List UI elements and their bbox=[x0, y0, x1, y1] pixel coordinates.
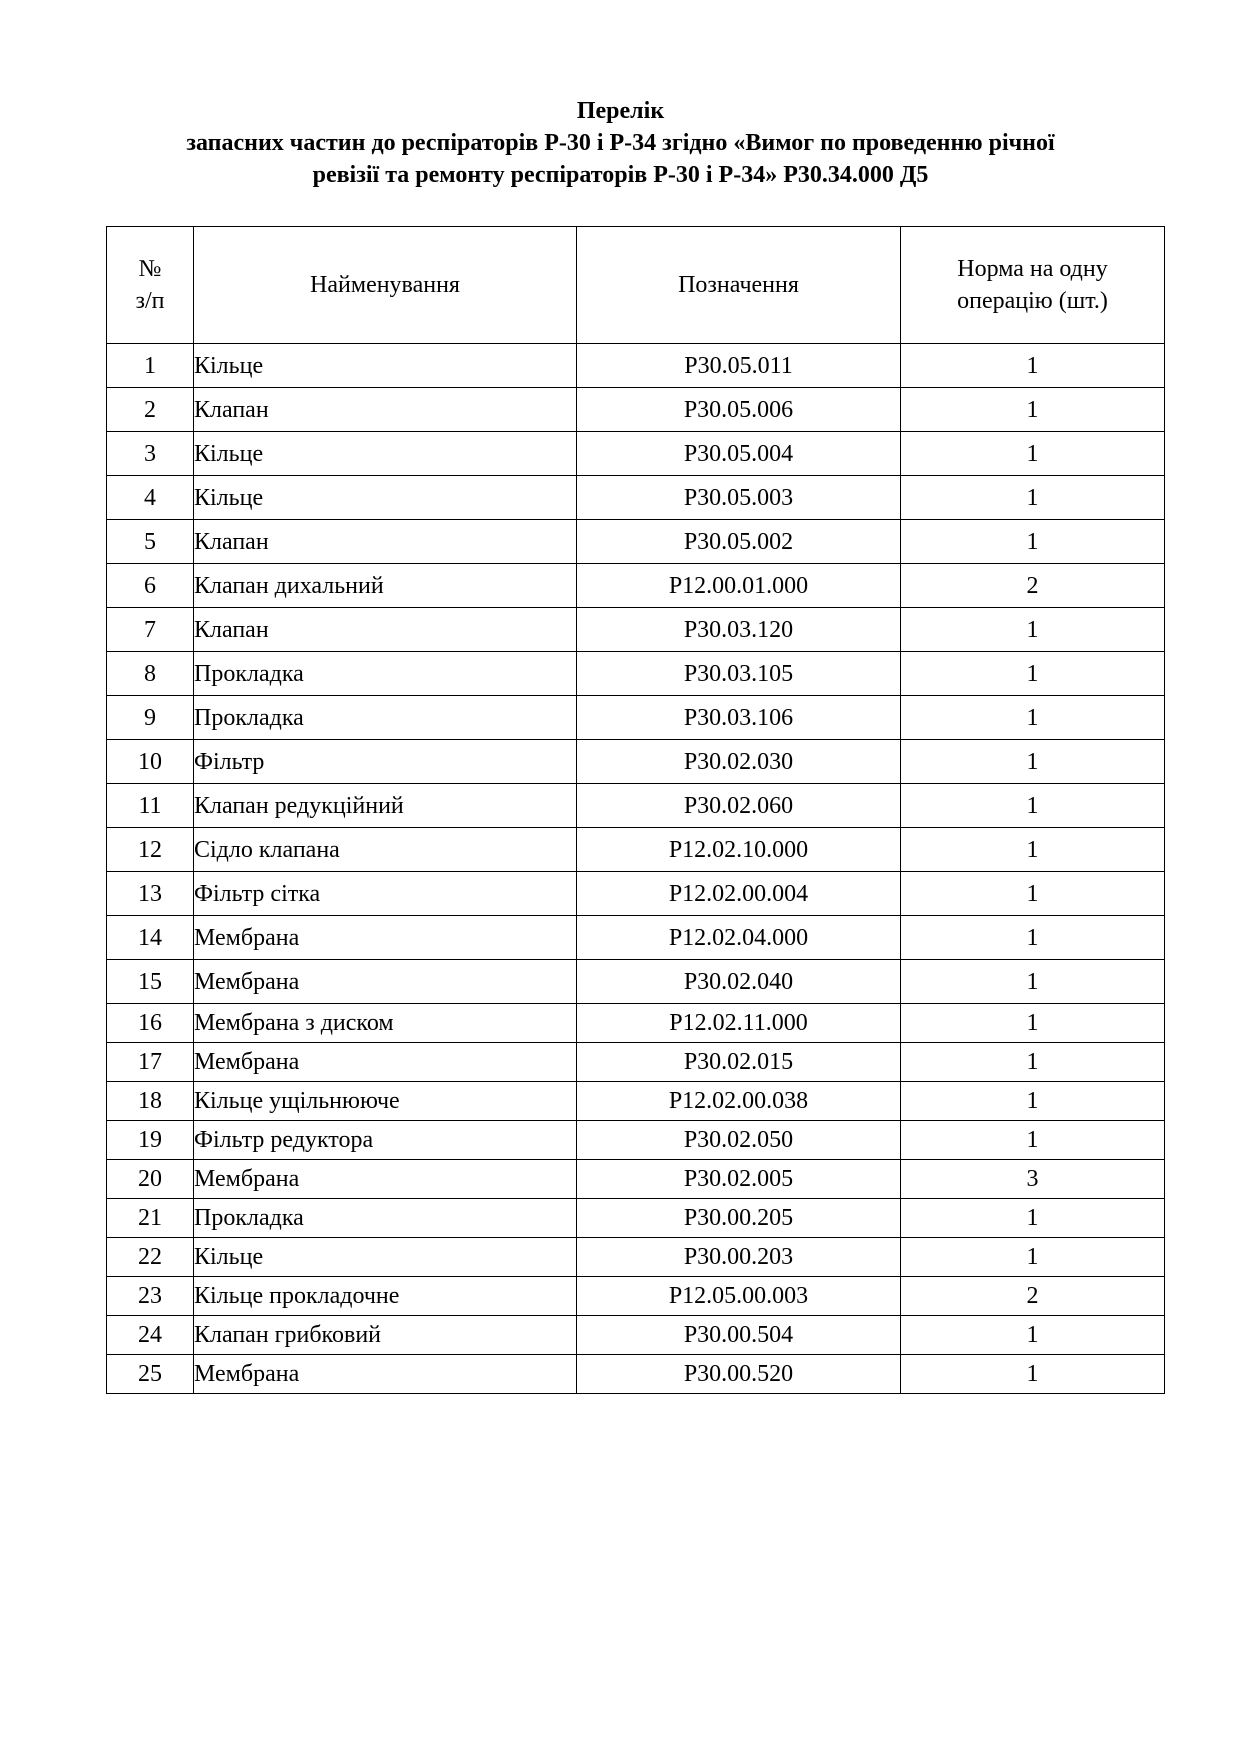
header-number-line-2: з/п bbox=[135, 288, 165, 314]
norm-quantity-cell: 1 bbox=[901, 608, 1165, 652]
part-name-cell: Кільце bbox=[194, 476, 577, 520]
norm-quantity-cell: 1 bbox=[901, 696, 1165, 740]
norm-quantity-cell: 2 bbox=[901, 564, 1165, 608]
part-code-cell: Р30.00.205 bbox=[577, 1199, 901, 1238]
norm-quantity-cell: 1 bbox=[901, 960, 1165, 1004]
part-name-cell: Клапан bbox=[194, 520, 577, 564]
header-number bbox=[107, 227, 194, 344]
part-name-cell: Сідло клапана bbox=[194, 828, 577, 872]
part-code-cell: Р30.00.203 bbox=[577, 1238, 901, 1277]
part-code-cell: Р12.02.11.000 bbox=[577, 1004, 901, 1043]
norm-quantity-cell: 1 bbox=[901, 1043, 1165, 1082]
norm-quantity-cell: 1 bbox=[901, 432, 1165, 476]
norm-quantity-cell: 1 bbox=[901, 476, 1165, 520]
row-number-cell: 11 bbox=[107, 784, 194, 828]
table-row bbox=[107, 344, 1165, 388]
part-name-cell: Мембрана bbox=[194, 1160, 577, 1199]
header-row bbox=[107, 227, 1165, 344]
part-code-cell: Р12.02.10.000 bbox=[577, 828, 901, 872]
part-name-cell: Кільце bbox=[194, 1238, 577, 1277]
part-code-cell: Р12.00.01.000 bbox=[577, 564, 901, 608]
row-number-cell: 16 bbox=[107, 1004, 194, 1043]
part-code-cell: Р12.02.04.000 bbox=[577, 916, 901, 960]
table-row bbox=[107, 1082, 1165, 1121]
part-code-cell: Р12.02.00.004 bbox=[577, 872, 901, 916]
document-title bbox=[0, 95, 1241, 191]
part-code-cell: Р30.00.504 bbox=[577, 1316, 901, 1355]
table-header bbox=[107, 227, 1165, 344]
table-row bbox=[107, 388, 1165, 432]
table-row bbox=[107, 1160, 1165, 1199]
table-row bbox=[107, 564, 1165, 608]
part-code-cell: Р30.00.520 bbox=[577, 1355, 901, 1394]
part-code-cell: Р30.03.106 bbox=[577, 696, 901, 740]
part-name-cell: Прокладка bbox=[194, 1199, 577, 1238]
table-row bbox=[107, 652, 1165, 696]
table-row bbox=[107, 432, 1165, 476]
part-code-cell: Р30.05.002 bbox=[577, 520, 901, 564]
norm-quantity-cell: 1 bbox=[901, 1316, 1165, 1355]
part-name-cell: Мембрана bbox=[194, 960, 577, 1004]
norm-quantity-cell: 1 bbox=[901, 1082, 1165, 1121]
part-name-cell: Клапан грибковий bbox=[194, 1316, 577, 1355]
table-row bbox=[107, 872, 1165, 916]
table-row bbox=[107, 828, 1165, 872]
part-name-cell: Мембрана bbox=[194, 1043, 577, 1082]
part-name-cell: Клапан дихальний bbox=[194, 564, 577, 608]
part-code-cell: Р30.05.003 bbox=[577, 476, 901, 520]
row-number-cell: 17 bbox=[107, 1043, 194, 1082]
row-number-cell: 10 bbox=[107, 740, 194, 784]
row-number-cell: 3 bbox=[107, 432, 194, 476]
norm-quantity-cell: 1 bbox=[901, 344, 1165, 388]
row-number-cell: 6 bbox=[107, 564, 194, 608]
row-number-cell: 22 bbox=[107, 1238, 194, 1277]
norm-quantity-cell: 1 bbox=[901, 1355, 1165, 1394]
row-number-cell: 15 bbox=[107, 960, 194, 1004]
part-code-cell: Р30.05.004 bbox=[577, 432, 901, 476]
row-number-cell: 9 bbox=[107, 696, 194, 740]
part-code-cell: Р30.02.060 bbox=[577, 784, 901, 828]
header-code: Позначення bbox=[577, 227, 901, 344]
table-row bbox=[107, 784, 1165, 828]
table-row bbox=[107, 1199, 1165, 1238]
norm-quantity-cell: 2 bbox=[901, 1277, 1165, 1316]
table-row bbox=[107, 1043, 1165, 1082]
part-name-cell: Фільтр bbox=[194, 740, 577, 784]
table-row bbox=[107, 740, 1165, 784]
header-name: Найменування bbox=[194, 227, 577, 344]
table-row bbox=[107, 520, 1165, 564]
table-row bbox=[107, 1277, 1165, 1316]
part-name-cell: Клапан bbox=[194, 388, 577, 432]
part-code-cell: Р12.05.00.003 bbox=[577, 1277, 901, 1316]
table-row bbox=[107, 1121, 1165, 1160]
norm-quantity-cell: 1 bbox=[901, 872, 1165, 916]
row-number-cell: 14 bbox=[107, 916, 194, 960]
part-name-cell: Кільце ущільнююче bbox=[194, 1082, 577, 1121]
table-row bbox=[107, 1355, 1165, 1394]
part-code-cell: Р30.02.050 bbox=[577, 1121, 901, 1160]
row-number-cell: 8 bbox=[107, 652, 194, 696]
norm-quantity-cell: 1 bbox=[901, 388, 1165, 432]
norm-quantity-cell: 1 bbox=[901, 740, 1165, 784]
table-row bbox=[107, 960, 1165, 1004]
table-row bbox=[107, 476, 1165, 520]
part-code-cell: Р30.02.015 bbox=[577, 1043, 901, 1082]
row-number-cell: 21 bbox=[107, 1199, 194, 1238]
part-name-cell: Кільце bbox=[194, 344, 577, 388]
header-norm bbox=[901, 227, 1165, 344]
row-number-cell: 13 bbox=[107, 872, 194, 916]
part-name-cell: Прокладка bbox=[194, 652, 577, 696]
row-number-cell: 19 bbox=[107, 1121, 194, 1160]
table-body bbox=[107, 344, 1165, 1394]
row-number-cell: 24 bbox=[107, 1316, 194, 1355]
part-code-cell: Р30.02.040 bbox=[577, 960, 901, 1004]
header-norm-line-2: операцію (шт.) bbox=[957, 288, 1108, 314]
part-name-cell: Кільце прокладочне bbox=[194, 1277, 577, 1316]
table-row bbox=[107, 696, 1165, 740]
part-name-cell: Мембрана з диском bbox=[194, 1004, 577, 1043]
table-row bbox=[107, 1316, 1165, 1355]
header-norm-line-1: Норма на одну bbox=[957, 256, 1108, 282]
title-line-3: ревізії та ремонту респіраторів Р-30 і Р-34» Р30.34.000 Д5 bbox=[312, 162, 929, 188]
row-number-cell: 23 bbox=[107, 1277, 194, 1316]
part-name-cell: Мембрана bbox=[194, 1355, 577, 1394]
row-number-cell: 18 bbox=[107, 1082, 194, 1121]
part-code-cell: Р12.02.00.038 bbox=[577, 1082, 901, 1121]
row-number-cell: 1 bbox=[107, 344, 194, 388]
title-line-2: запасних частин до респіраторів Р-30 і Р-34 згідно «Вимог по проведенню річної bbox=[186, 130, 1055, 156]
row-number-cell: 20 bbox=[107, 1160, 194, 1199]
table-row bbox=[107, 1004, 1165, 1043]
spare-parts-table bbox=[106, 226, 1165, 1394]
norm-quantity-cell: 1 bbox=[901, 916, 1165, 960]
part-name-cell: Кільце bbox=[194, 432, 577, 476]
norm-quantity-cell: 1 bbox=[901, 828, 1165, 872]
row-number-cell: 5 bbox=[107, 520, 194, 564]
table-row bbox=[107, 608, 1165, 652]
part-code-cell: Р30.03.105 bbox=[577, 652, 901, 696]
row-number-cell: 7 bbox=[107, 608, 194, 652]
row-number-cell: 25 bbox=[107, 1355, 194, 1394]
title-line-1: Перелік bbox=[576, 98, 665, 124]
part-code-cell: Р30.02.030 bbox=[577, 740, 901, 784]
part-name-cell: Клапан редукційний bbox=[194, 784, 577, 828]
part-code-cell: Р30.02.005 bbox=[577, 1160, 901, 1199]
part-name-cell: Мембрана bbox=[194, 916, 577, 960]
part-name-cell: Фільтр сітка bbox=[194, 872, 577, 916]
part-code-cell: Р30.05.011 bbox=[577, 344, 901, 388]
norm-quantity-cell: 1 bbox=[901, 1238, 1165, 1277]
norm-quantity-cell: 1 bbox=[901, 520, 1165, 564]
row-number-cell: 4 bbox=[107, 476, 194, 520]
norm-quantity-cell: 1 bbox=[901, 784, 1165, 828]
part-name-cell: Клапан bbox=[194, 608, 577, 652]
table-row bbox=[107, 1238, 1165, 1277]
table-row bbox=[107, 916, 1165, 960]
norm-quantity-cell: 1 bbox=[901, 1121, 1165, 1160]
part-code-cell: Р30.05.006 bbox=[577, 388, 901, 432]
norm-quantity-cell: 1 bbox=[901, 1004, 1165, 1043]
norm-quantity-cell: 3 bbox=[901, 1160, 1165, 1199]
row-number-cell: 2 bbox=[107, 388, 194, 432]
part-code-cell: Р30.03.120 bbox=[577, 608, 901, 652]
part-name-cell: Фільтр редуктора bbox=[194, 1121, 577, 1160]
row-number-cell: 12 bbox=[107, 828, 194, 872]
part-name-cell: Прокладка bbox=[194, 696, 577, 740]
norm-quantity-cell: 1 bbox=[901, 1199, 1165, 1238]
header-number-line-1: № bbox=[138, 256, 162, 282]
norm-quantity-cell: 1 bbox=[901, 652, 1165, 696]
